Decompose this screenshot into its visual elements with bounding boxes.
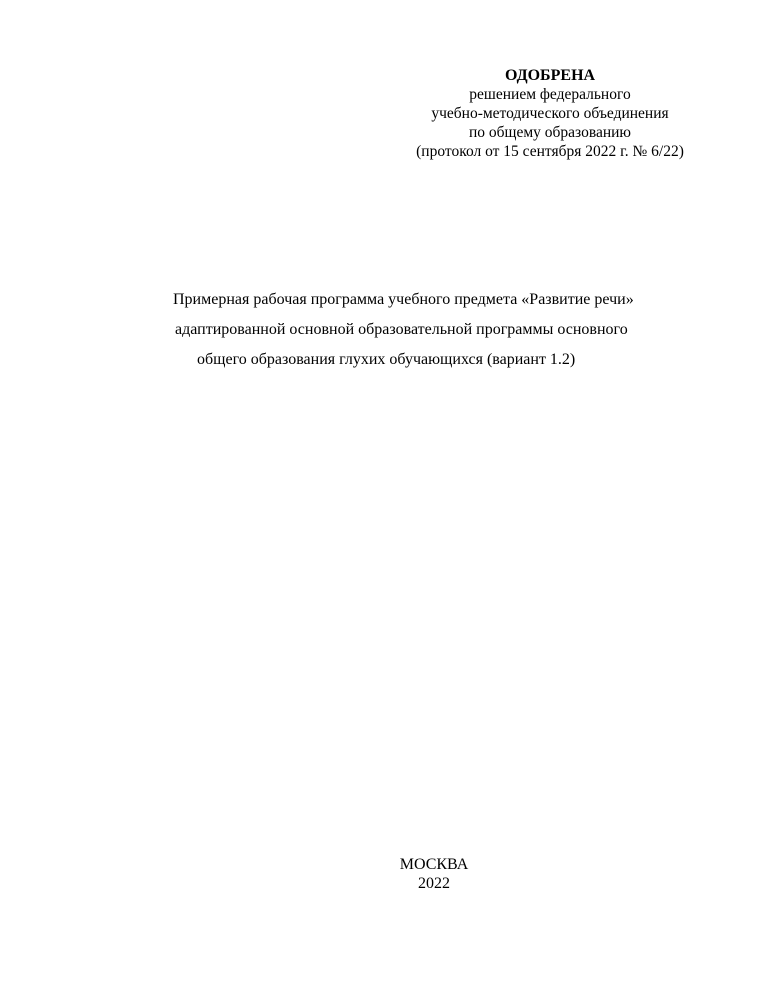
approval-block	[380, 66, 720, 161]
approval-line: решением федерального	[469, 86, 631, 103]
approval-line: по общему образованию	[468, 124, 632, 141]
title-line: общего образования глухих обучающихся (вариант 1.2)	[197, 351, 576, 368]
footer-block	[334, 855, 534, 893]
title-line: адаптированной основной образовательной программы основного	[175, 321, 628, 338]
approval-line: учебно-методического объединения	[431, 105, 669, 122]
footer-city: МОСКВА	[399, 856, 469, 873]
approval-heading: ОДОБРЕНА	[504, 67, 596, 84]
footer-year: 2022	[418, 875, 450, 892]
title-line: Примерная рабочая программа учебного предмета «Развитие речи»	[173, 291, 634, 308]
approval-protocol: (протокол от 15 сентября 2022 г. № 6/22)	[416, 143, 684, 160]
document-title	[120, 285, 768, 375]
